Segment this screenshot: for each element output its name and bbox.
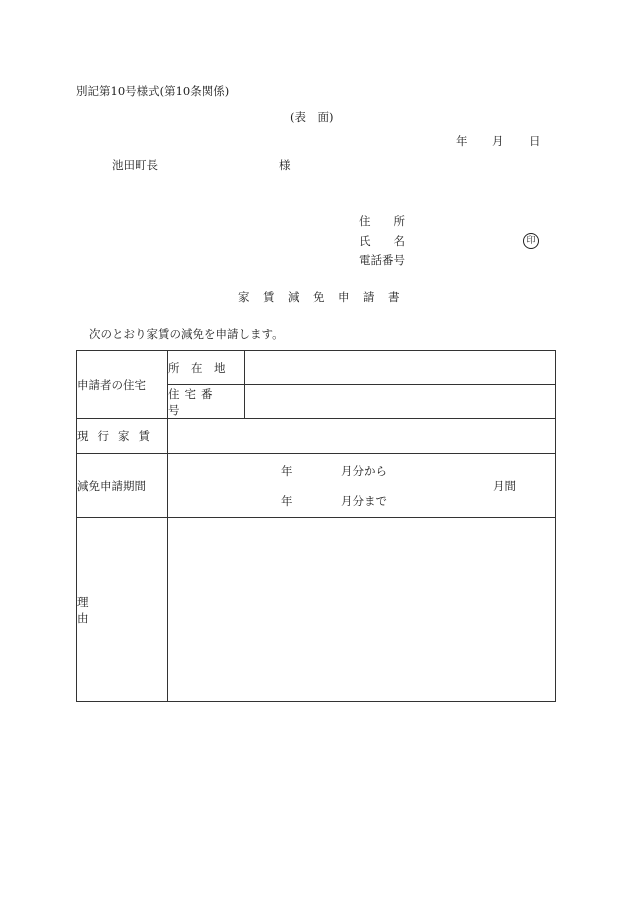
house-number-label: 住宅番号 (168, 386, 218, 417)
applicant-address-label: 住 所 (359, 214, 405, 228)
date-day-label: 日 (529, 134, 541, 148)
form-number: 別記第10号様式(第10条関係) (76, 84, 230, 98)
residence-label: 申請者の住宅 (77, 377, 146, 392)
location-field[interactable] (245, 351, 556, 385)
current-rent-label: 現行家賃 (77, 429, 159, 443)
house-number-label-cell (168, 385, 245, 419)
period-from-year: 年 (281, 464, 293, 478)
seal-icon: 印 (523, 233, 539, 249)
side-label: (表 面) (290, 110, 334, 124)
reason-label: 理由 (77, 594, 145, 625)
house-number-field[interactable] (245, 385, 556, 419)
document-title: 家 賃 減 免 申 請 書 (238, 290, 401, 304)
intro-text: 次のとおり家賃の減免を申請します。 (89, 327, 284, 341)
period-field[interactable] (168, 454, 556, 518)
period-to-year: 年 (281, 494, 293, 508)
applicant-phone-label: 電話番号 (359, 253, 405, 267)
seal-mark (523, 232, 539, 249)
period-from-month: 月分から (341, 464, 387, 478)
recipient-honorific: 様 (279, 158, 291, 172)
date-month-label: 月 (492, 134, 504, 148)
reason-label-cell (77, 518, 168, 702)
date-year-label: 年 (456, 134, 468, 148)
current-rent-field[interactable] (168, 419, 556, 454)
period-to-month: 月分まで (341, 494, 387, 508)
recipient-name: 池田町長 (112, 158, 158, 172)
application-table (76, 350, 556, 702)
location-label: 所 在 地 (168, 360, 226, 375)
current-rent-label-cell (77, 419, 168, 454)
period-label: 減免申請期間 (77, 478, 146, 493)
period-label-cell (77, 454, 168, 518)
residence-header-cell (77, 351, 168, 419)
applicant-name-label: 氏 名 (359, 234, 405, 248)
period-months: 月間 (493, 479, 516, 493)
location-label-cell (168, 351, 245, 385)
reason-field[interactable] (168, 518, 556, 702)
